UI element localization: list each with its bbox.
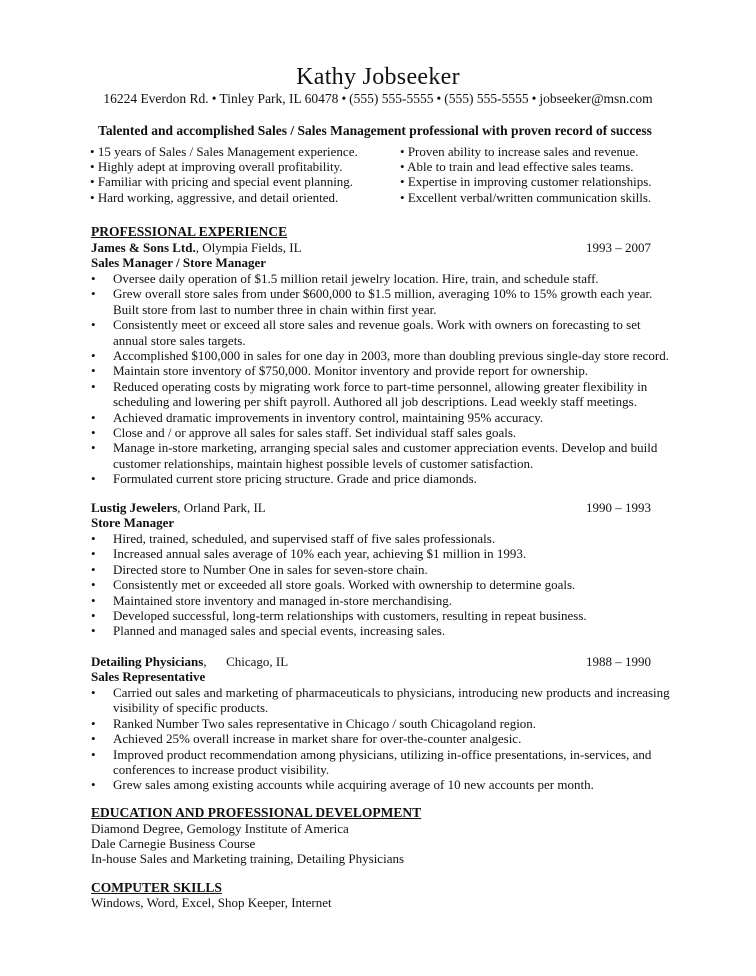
job-dates: 1993 – 2007 — [586, 240, 651, 255]
qualifications-right — [400, 144, 660, 205]
qualification-item: • 15 years of Sales / Sales Management experience. — [90, 144, 358, 159]
job-bullets — [91, 685, 671, 793]
bullet-item: • Developed successful, long-term relationships with customers, resulting in repeat business. — [91, 608, 671, 623]
education-heading: EDUCATION AND PROFESSIONAL DEVELOPMENT — [91, 805, 422, 820]
job-location: , Chicago, IL — [203, 654, 289, 669]
bullet-item: • Hired, trained, scheduled, and supervised staff of five sales professionals. — [91, 531, 671, 546]
qualification-item: • Proven ability to increase sales and revenue. — [400, 144, 639, 159]
bullet-item: • Improved product recommendation among physicians, utilizing in-office presentations, in-services, and conferences to increase product visibility. — [91, 747, 671, 778]
qualification-item: • Familiar with pricing and special event planning. — [90, 174, 354, 190]
education-item: Diamond Degree, Gemology Institute of America — [91, 821, 349, 836]
bullet-item: • Carried out sales and marketing of pharmaceuticals to physicians, introducing new products and increasing visibility of specific products. — [91, 685, 671, 716]
bullet-item: • Achieved 25% overall increase in market share for over-the-counter analgesic. — [91, 731, 671, 746]
job-location: , Orland Park, IL — [177, 500, 266, 515]
experience-heading: PROFESSIONAL EXPERIENCE — [91, 224, 288, 239]
phone-1: (555) 555-5555 — [349, 91, 434, 106]
qualification-item: • Able to train and lead effective sales teams. — [400, 159, 634, 175]
company-name: Detailing Physicians — [91, 654, 204, 669]
separator: • — [341, 91, 347, 106]
contact-line — [0, 90, 756, 107]
bullet-item: • Achieved dramatic improvements in inventory control, maintaining 95% accuracy. — [91, 410, 671, 425]
job-header — [91, 654, 651, 670]
job-bullets — [91, 531, 671, 639]
phone-2: (555) 555-5555 — [444, 91, 529, 106]
bullet-item: • Planned and managed sales and special events, increasing sales. — [91, 623, 671, 638]
separator: • — [211, 91, 217, 106]
skills-heading: COMPUTER SKILLS — [91, 880, 222, 895]
bullet-item: • Grew sales among existing accounts while acquiring average of 10 new accounts per month. — [91, 777, 671, 792]
job-title: Store Manager — [91, 515, 175, 530]
qualification-item: • Expertise in improving customer relationships. — [400, 174, 652, 190]
qualification-item: • Hard working, aggressive, and detail oriented. — [90, 189, 339, 205]
job-title: Sales Representative — [91, 669, 206, 684]
bullet-item: • Ranked Number Two sales representative in Chicago / south Chicagoland region. — [91, 716, 671, 731]
bullet-item: • Increased annual sales average of 10% each year, achieving $1 million in 1993. — [91, 546, 671, 561]
bullet-item: • Grew overall store sales from under $600,000 to $1.5 million, averaging 10% to 15% growth each year. Built store from last to number three in chain within first year. — [91, 286, 671, 317]
job-dates: 1990 – 1993 — [586, 500, 651, 515]
bullet-item: • Oversee daily operation of $1.5 million retail jewelry location. Hire, train, and schedule staff. — [91, 271, 671, 286]
job-bullets — [91, 271, 671, 487]
qualifications-left — [90, 144, 390, 205]
qualification-item: • Excellent verbal/written communication skills. — [400, 189, 652, 205]
bullet-item: • Consistently meet or exceed all store sales and revenue goals. Work with owners on forecasting to set annual store sales targets. — [91, 317, 671, 348]
bullet-item: • Close and / or approve all sales for sales staff. Set individual staff sales goals. — [91, 425, 671, 440]
job-title: Sales Manager / Store Manager — [91, 255, 266, 270]
job-dates: 1988 – 1990 — [586, 654, 651, 669]
separator: • — [531, 91, 537, 106]
education-list — [91, 821, 651, 867]
education-item: In-house Sales and Marketing training, Detailing Physicians — [91, 851, 405, 867]
company-name: James & Sons Ltd. — [91, 240, 196, 255]
candidate-name: Kathy Jobseeker — [296, 64, 460, 90]
city: Tinley Park, IL 60478 — [219, 91, 339, 106]
email: jobseeker@msn.com — [539, 91, 653, 106]
address: 16224 Everdon Rd. — [103, 91, 209, 106]
job-location: , Olympia Fields, IL — [195, 240, 302, 255]
bullet-item: • Directed store to Number One in sales for seven-store chain. — [91, 562, 671, 577]
summary-statement: Talented and accomplished Sales / Sales Management professional with proven record of success — [98, 123, 652, 138]
bullet-item: • Maintain store inventory of $750,000. Monitor inventory and provide report for ownership. — [91, 363, 671, 378]
skills-text: Windows, Word, Excel, Shop Keeper, Internet — [91, 895, 332, 910]
bullet-item: • Accomplished $100,000 in sales for one day in 2003, more than doubling previous single-day store record. — [91, 348, 671, 363]
education-item: Dale Carnegie Business Course — [91, 836, 256, 852]
bullet-item: • Maintained store inventory and managed in-store merchandising. — [91, 593, 671, 608]
bullet-item: • Manage in-store marketing, arranging special sales and customer appreciation events. Develop and build customer relationships, maintain highest possible levels of customer satisfaction. — [91, 440, 671, 471]
job-header — [91, 500, 651, 516]
job-header — [91, 240, 651, 256]
company-name: Lustig Jewelers — [91, 500, 178, 515]
bullet-item: • Consistently met or exceeded all store goals. Worked with ownership to determine goals. — [91, 577, 671, 592]
qualification-item: • Highly adept at improving overall profitability. — [90, 159, 343, 175]
bullet-item: • Reduced operating costs by migrating work force to part-time personnel, allowing greater flexibility in scheduling and lowering per shift payroll. Authored all job descriptions. Lead weekly staff meetings. — [91, 379, 671, 410]
bullet-item: • Formulated current store pricing structure. Grade and price diamonds. — [91, 471, 671, 486]
separator: • — [436, 91, 442, 106]
